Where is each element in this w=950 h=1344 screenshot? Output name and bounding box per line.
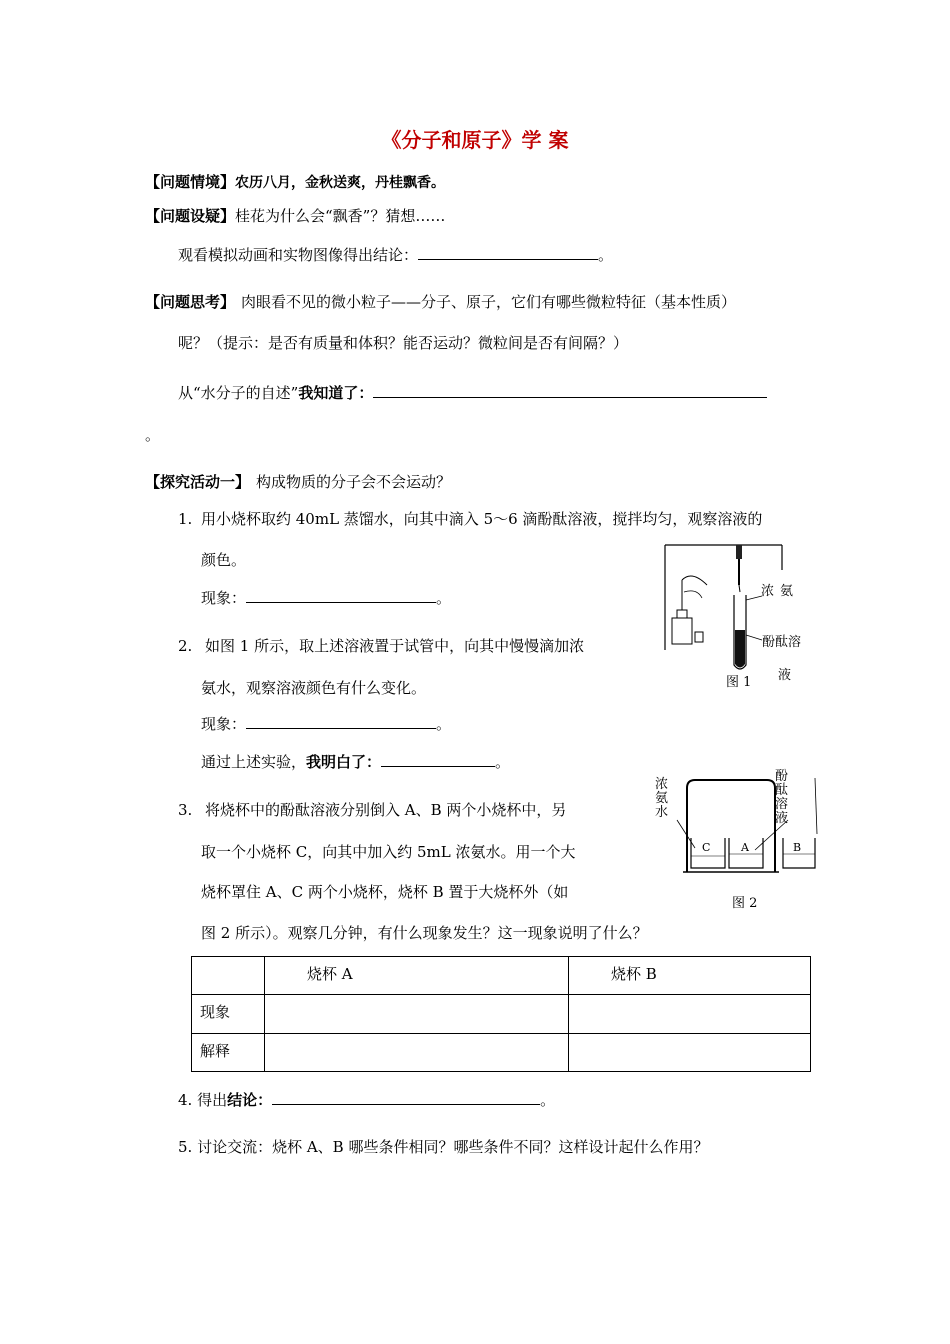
observe-line bbox=[178, 244, 613, 265]
figure-1 bbox=[662, 540, 812, 690]
know-prefix: 从“水分子的自述” bbox=[178, 384, 299, 402]
table-cell[interactable] bbox=[569, 995, 811, 1033]
fig1-label-phenol: 酚酞溶 bbox=[762, 635, 802, 650]
step2-concl-bold: 我明白了： bbox=[306, 753, 382, 771]
step4-bold: 结论： bbox=[227, 1091, 273, 1109]
step1-end: 。 bbox=[436, 589, 452, 607]
fig2-ammonia-char: 浓 bbox=[655, 777, 669, 792]
step3-line-2: 取一个小烧杯 C，向其中加入约 5mL 浓氨水。用一个大 bbox=[201, 843, 576, 861]
know-line bbox=[178, 382, 767, 403]
fig2-ammonia-char: 氨 bbox=[655, 791, 669, 806]
fig2-phenol-char: 溶 bbox=[775, 797, 789, 812]
table-cell[interactable] bbox=[569, 1033, 811, 1071]
step4-end: 。 bbox=[540, 1091, 556, 1109]
fig2-label-ammonia bbox=[655, 778, 669, 820]
know-end: 。 bbox=[145, 426, 161, 444]
situation-label: 【问题情境】 bbox=[145, 173, 236, 191]
step2-concl-prefix: 通过上述实验， bbox=[201, 753, 307, 771]
figure-2-drawing bbox=[655, 768, 820, 878]
question-label: 【问题设疑】 bbox=[145, 207, 236, 225]
step2-end: 。 bbox=[436, 715, 452, 733]
fig2-phenol-char: 液 bbox=[775, 811, 789, 826]
activity-text: 构成物质的分子会不会运动？ bbox=[256, 473, 452, 491]
table-cell[interactable] bbox=[265, 1033, 569, 1071]
step2-num: 2. bbox=[178, 637, 193, 655]
question-text: 桂花为什么会“飘香”？猜想…… bbox=[235, 207, 446, 225]
thinking-line-1 bbox=[145, 292, 736, 312]
fig2-ammonia-char: 水 bbox=[655, 805, 669, 820]
table-row-label: 解释 bbox=[192, 1033, 265, 1071]
page-title: 《分子和原子》学 案 bbox=[381, 128, 569, 152]
observe-blank[interactable] bbox=[418, 244, 598, 260]
table-header-cell: 烧杯 B bbox=[569, 957, 811, 995]
step3-line-1: 将烧杯中的酚酞溶液分别倒入 A、B 两个小烧杯中，另 bbox=[205, 801, 567, 819]
fig2-caption: 图 2 bbox=[732, 896, 758, 911]
step5-line: 5. 讨论交流：烧杯 A、B 哪些条件相同？哪些条件不同？这样设计起什么作用？ bbox=[178, 1138, 709, 1156]
table-header-row bbox=[192, 957, 811, 995]
observe-end: 。 bbox=[598, 246, 614, 264]
thinking-line-2: 呢？（提示：是否有质量和体积？能否运动？微粒间是否有间隔？） bbox=[178, 334, 629, 352]
fig1-label-ammonia-1: 浓 bbox=[761, 584, 775, 599]
activity-line bbox=[145, 472, 451, 492]
step1-phenomenon bbox=[201, 587, 451, 608]
fig1-label-ammonia-2: 氨 bbox=[780, 584, 794, 599]
step2-line-1: 如图 1 所示，取上述溶液置于试管中，向其中慢慢滴加浓 bbox=[205, 637, 585, 655]
table-row bbox=[192, 1033, 811, 1071]
step2-line-2: 氨水，观察溶液颜色有什么变化。 bbox=[201, 679, 427, 697]
step4-blank[interactable] bbox=[272, 1089, 540, 1105]
situation-line bbox=[145, 172, 445, 193]
step1-line-1: 用小烧杯取约 40mL 蒸馏水，向其中滴入 5～6 滴酚酞溶液，搅拌均匀，观察溶液的 bbox=[201, 510, 763, 528]
step1-num: 1. bbox=[178, 510, 193, 528]
situation-text: 农历八月，金秋送爽，丹桂飘香。 bbox=[235, 175, 446, 191]
thinking-text-1: 肉眼看不见的微小粒子——分子、原子，它们有哪些微粒特征（基本性质） bbox=[241, 293, 737, 311]
step2-phen-label: 现象： bbox=[201, 715, 247, 733]
fig2-phenol-char: 酞 bbox=[775, 783, 789, 798]
results-table bbox=[191, 956, 811, 1072]
fig2-phenol-char: 酚 bbox=[775, 769, 789, 784]
know-blank[interactable] bbox=[373, 382, 767, 398]
fig2-beaker-c-label: C bbox=[702, 841, 711, 854]
figure-2 bbox=[655, 768, 820, 911]
fig2-beaker-b-label: B bbox=[793, 841, 802, 854]
step4-prefix: 4. 得出 bbox=[178, 1091, 228, 1109]
table-header-cell: 烧杯 A bbox=[265, 957, 569, 995]
activity-label: 【探究活动一】 bbox=[145, 473, 251, 491]
step1-phen-label: 现象： bbox=[201, 589, 247, 607]
table-row-label: 现象 bbox=[192, 995, 265, 1033]
fig2-beaker-a-label: A bbox=[741, 841, 749, 854]
question-line bbox=[145, 206, 445, 226]
step1-blank[interactable] bbox=[246, 587, 436, 603]
step2-concl-blank[interactable] bbox=[381, 751, 495, 767]
step3-line-4: 图 2 所示）。观察几分钟，有什么现象发生？这一现象说明了什么？ bbox=[201, 924, 648, 942]
step4-line bbox=[178, 1089, 555, 1110]
step2-concl-end: 。 bbox=[495, 753, 511, 771]
step3-line-3: 烧杯罩住 A、C 两个小烧杯，烧杯 B 置于大烧杯外（如 bbox=[201, 883, 569, 901]
fig1-caption: 图 1 bbox=[726, 675, 752, 690]
table-header-cell bbox=[192, 957, 265, 995]
step2-phenomenon bbox=[201, 713, 451, 734]
observe-text: 观看模拟动画和实物图像得出结论： bbox=[178, 246, 419, 264]
fig2-label-phenol bbox=[775, 770, 789, 826]
table-cell[interactable] bbox=[265, 995, 569, 1033]
table-row bbox=[192, 995, 811, 1033]
fig1-label-phenol-2: 液 bbox=[778, 668, 792, 683]
step2-conclusion bbox=[201, 751, 510, 772]
thinking-label: 【问题思考】 bbox=[145, 293, 236, 311]
step1-line-2: 颜色。 bbox=[201, 551, 247, 569]
step3-num: 3. bbox=[178, 801, 193, 819]
step2-blank[interactable] bbox=[246, 713, 436, 729]
know-bold: 我知道了： bbox=[298, 384, 374, 402]
